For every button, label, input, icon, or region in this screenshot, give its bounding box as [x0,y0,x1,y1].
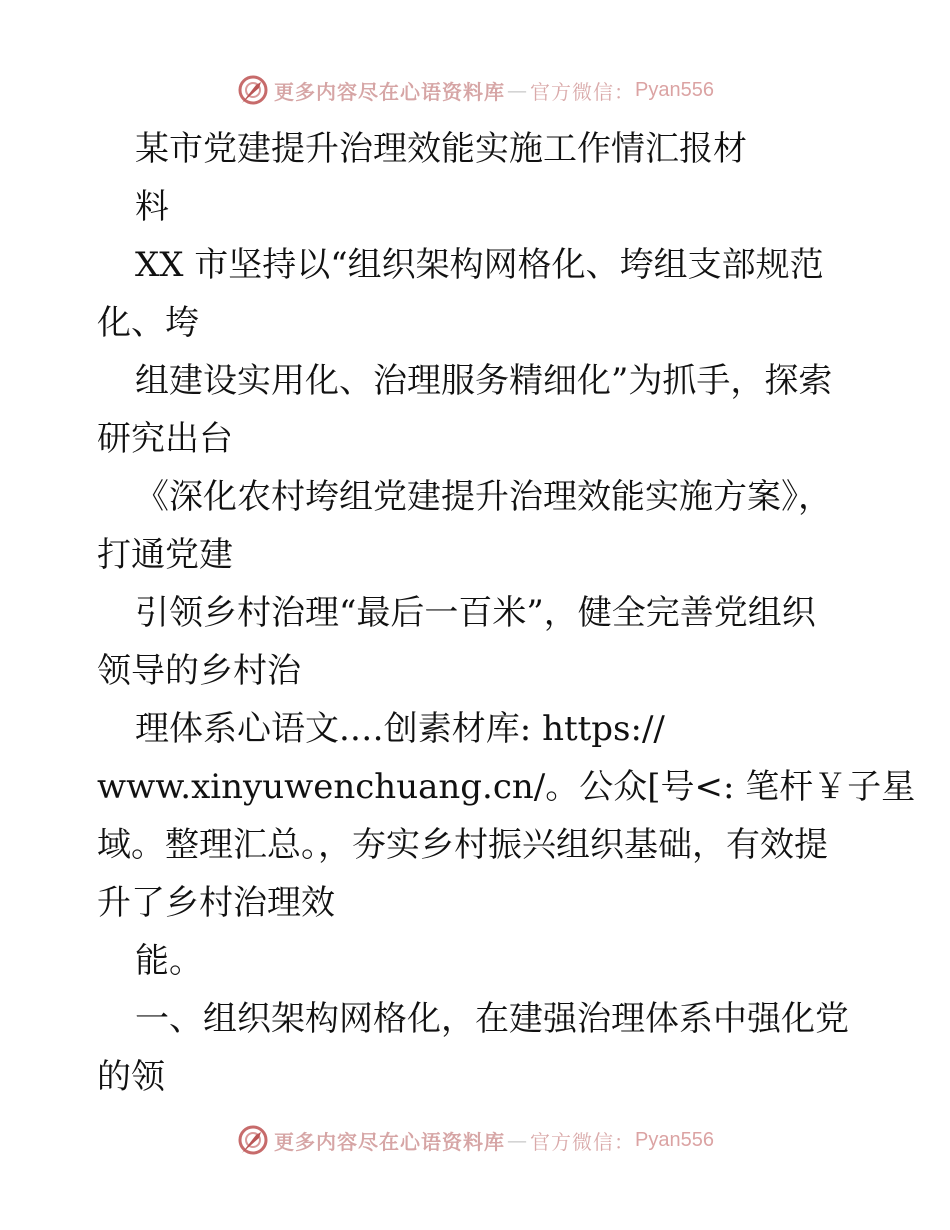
paragraph-line: 领导的乡村治 [97,651,301,691]
paragraph-line: 能。 [135,941,203,981]
banner-wechat-label: 官方微信： [530,1129,636,1154]
paragraph-line: 组建设实用化、治理服务精细化”为抓手，探索 [135,361,833,401]
banner-dash: — [507,1128,529,1152]
banner-dash: — [507,78,529,102]
title-line-2: 料 [135,187,169,227]
banner-wechat-label: 官方微信： [530,79,636,104]
paragraph-line: 打通党建 [97,535,233,575]
paragraph-line: 理体系心语文.…创素材库: https:// [135,709,665,749]
paragraph-line: www.xinyuwenchuang.cn/。公众[号<: 笔杆￥子星 [97,767,916,807]
document-body [97,120,916,1106]
paragraph-line: 化、垮 [97,303,199,343]
paragraph-line: 引领乡村治理“最后一百米”，健全完善党组织 [135,593,816,633]
title-line-1: 某市党建提升治理效能实施工作情汇报材 [135,129,747,169]
pen-logo-icon [236,73,270,107]
header-banner [0,70,950,110]
section-heading-line: 一、组织架构网格化，在建强治理体系中强化党 [135,999,849,1039]
banner-text: 更多内容尽在心语资料库 [274,1129,506,1154]
section-heading-line: 的领 [97,1057,165,1097]
banner-text: 更多内容尽在心语资料库 [274,79,506,104]
footer-banner [0,1120,950,1160]
paragraph-line: 《深化农村垮组党建提升治理效能实施方案》， [135,477,832,517]
banner-wechat-id: Pyan556 [635,1128,714,1151]
banner-wechat-id: Pyan556 [635,78,714,101]
paragraph-line: 研究出台 [97,419,233,459]
pen-logo-icon [236,1123,270,1157]
paragraph-line: 域。整理汇总。，夯实乡村振兴组织基础，有效提 [97,825,828,865]
paragraph-line: XX 市坚持以“组织架构网格化、垮组支部规范 [135,245,824,285]
paragraph-line: 升了乡村治理效 [97,883,335,923]
